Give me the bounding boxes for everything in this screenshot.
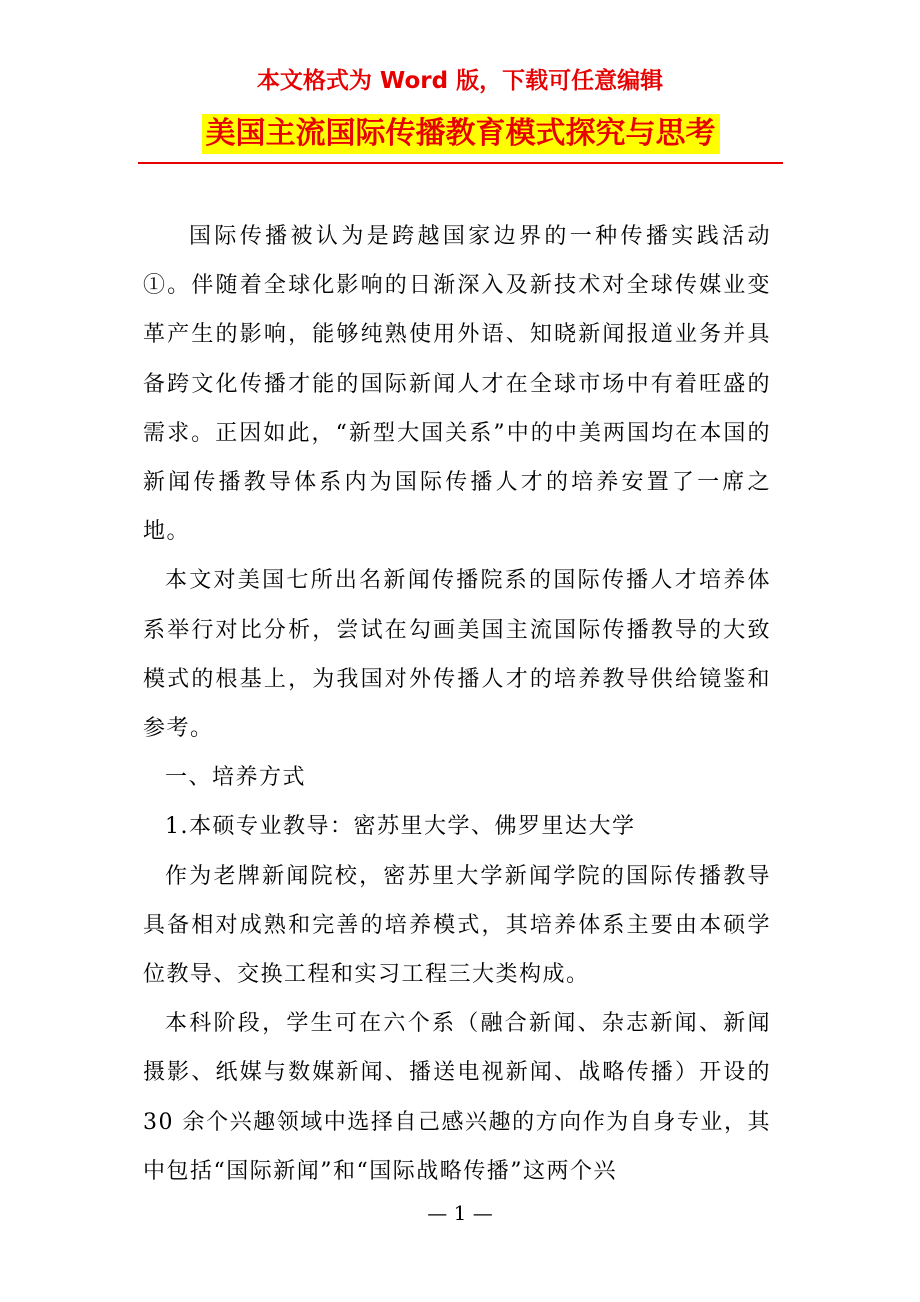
title-block — [138, 108, 783, 164]
paragraph: 国际传播被认为是跨越国家边界的一种传播实践活动①。伴随着全球化影响的日渐深入及新技术对全球传媒业变革产生的影响，能够纯熟使用外语、知晓新闻报道业务并具备跨文化传播才能的国际新闻人才在全球市场中有着旺盛的需求。正因如此，“新型大国关系”中的中美两国均在本国的新闻传播教导体系内为国际传播人才的培养安置了一席之地。 — [143, 224, 771, 545]
format-notice: 本文格式为 Word 版，下载可任意编辑 — [256, 68, 664, 94]
paragraph: 作为老牌新闻院校，密苏里大学新闻学院的国际传播教导具备相对成熟和完善的培养模式，其培养体系主要由本硕学位教导、交换工程和实习工程三大类构成。 — [143, 863, 771, 988]
subsection-heading: 1.本硕专业教导：密苏里大学、佛罗里达大学 — [165, 814, 636, 840]
section-heading: 一、培养方式 — [165, 765, 307, 791]
body-text — [143, 212, 771, 1196]
page-number: — 1 — — [427, 1201, 493, 1225]
document-title: 美国主流国际传播教育模式探究与思考 — [202, 114, 720, 154]
paragraph: 本科阶段，学生可在六个系（融合新闻、杂志新闻、新闻摄影、纸媒与数媒新闻、播送电视新闻、战略传播）开设的 30 余个兴趣领域中选择自己感兴趣的方向作为自身专业，其中包括“国际新闻”和“国际战略传播”这两个兴 — [143, 1011, 771, 1184]
paragraph: 本文对美国七所出名新闻传播院系的国际传播人才培养体系举行对比分析，尝试在勾画美国主流国际传播教导的大致模式的根基上，为我国对外传播人才的培养教导供给镜鉴和参考。 — [143, 568, 771, 742]
